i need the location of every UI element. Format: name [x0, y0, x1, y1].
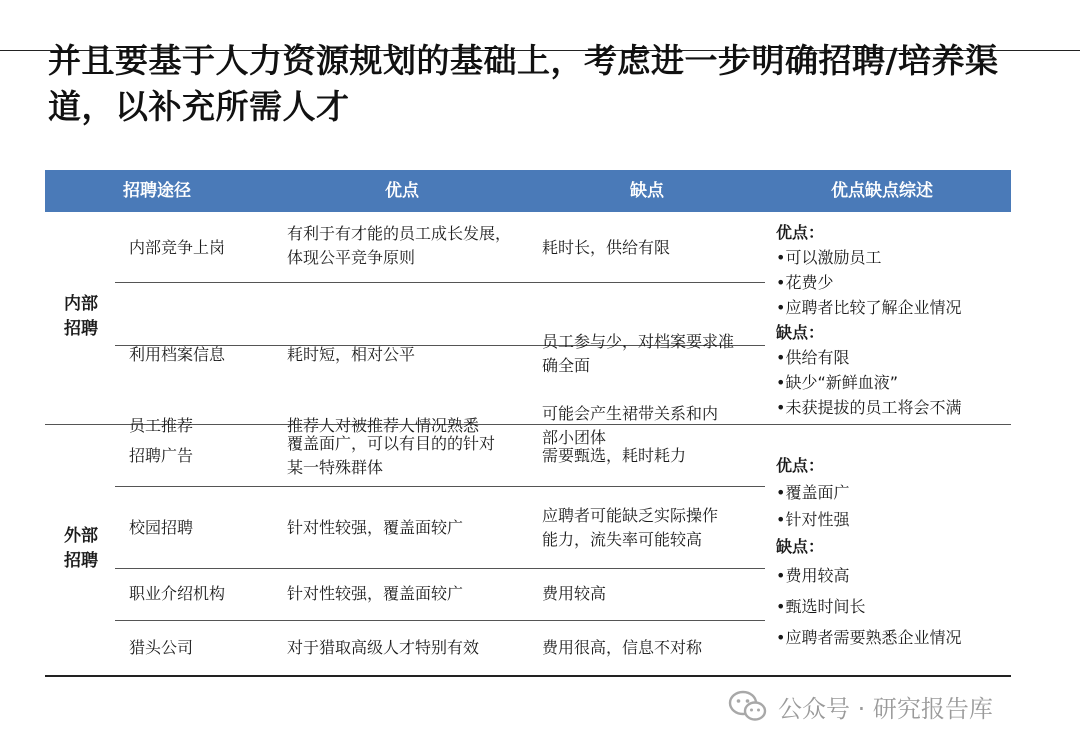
header-pros: 优点	[385, 181, 419, 201]
table-cell-channel: 招聘广告	[129, 446, 194, 465]
table-cell-pros: 针对性较强，覆盖面较广	[287, 584, 464, 603]
table-cell-cons: 费用很高，信息不对称	[542, 638, 703, 657]
row-divider	[115, 282, 765, 283]
summary-external: 优点： •覆盖面广 •针对性强 缺点： •费用较高 •甄选时间长 •应聘者需要熟悉企业情况	[776, 456, 962, 647]
table-cell-cons: 需要甄选，耗时耗力	[542, 446, 687, 465]
title-line-1: 并且要基于人力资源规划的基础上，考虑进一步明确招聘/培养渠	[48, 41, 999, 80]
table-cell-channel: 猎头公司	[129, 638, 194, 657]
table-cell-channel: 内部竞争上岗	[129, 238, 226, 257]
table-cell-cons: 费用较高	[542, 584, 607, 603]
watermark	[728, 688, 993, 724]
row-divider	[115, 568, 765, 569]
table-cell-channel: 利用档案信息	[129, 345, 226, 364]
watermark-text: 公众号 · 研究报告库	[778, 694, 993, 723]
wechat-icon	[728, 690, 768, 722]
table-cell-cons: 可能会产生裙带关系和内 部小团体	[542, 404, 719, 447]
table-cell-cons: 应聘者可能缺乏实际操作 能力，流失率可能较高	[542, 506, 719, 549]
row-divider	[115, 620, 765, 621]
table-cell-channel: 校园招聘	[129, 518, 194, 537]
title-line-2: 道，以补充所需人才	[48, 87, 350, 126]
table-cell-cons: 耗时长，供给有限	[542, 238, 671, 257]
group-label-external: 外部 招聘	[64, 526, 98, 571]
table-cell-channel: 职业介绍机构	[129, 584, 226, 603]
table-cell-pros: 耗时短，相对公平	[287, 345, 416, 364]
page-title	[48, 38, 1028, 130]
table-cell-pros: 推荐人对被推荐人情况熟悉	[287, 416, 480, 435]
header-cons: 缺点	[630, 181, 664, 201]
table-cell-channel: 员工推荐	[129, 416, 194, 435]
header-summary: 优点缺点综述	[831, 181, 933, 201]
summary-internal: 优点： •可以激励员工 •花费少 •应聘者比较了解企业情况 缺点： •供给有限 •缺少“新鲜血液” •未获提拔的员工将会不满	[776, 223, 962, 417]
row-divider	[115, 486, 765, 487]
table-bottom-rule	[45, 675, 1011, 677]
recruitment-channel-table	[45, 170, 1011, 678]
table-cell-pros: 对于猎取高级人才特别有效	[287, 638, 480, 657]
group-label-internal: 内部 招聘	[64, 294, 98, 339]
table-cell-pros: 针对性较强，覆盖面较广	[287, 518, 464, 537]
table-cell-pros: 覆盖面广，可以有目的的针对 某一特殊群体	[287, 434, 496, 477]
table-cell-pros: 有利于有才能的员工成长发展， 体现公平竞争原则	[287, 224, 512, 267]
table-header	[45, 170, 1011, 212]
table-cell-cons: 员工参与少，对档案要求准 确全面	[542, 332, 735, 375]
header-channel: 招聘途径	[123, 181, 191, 201]
